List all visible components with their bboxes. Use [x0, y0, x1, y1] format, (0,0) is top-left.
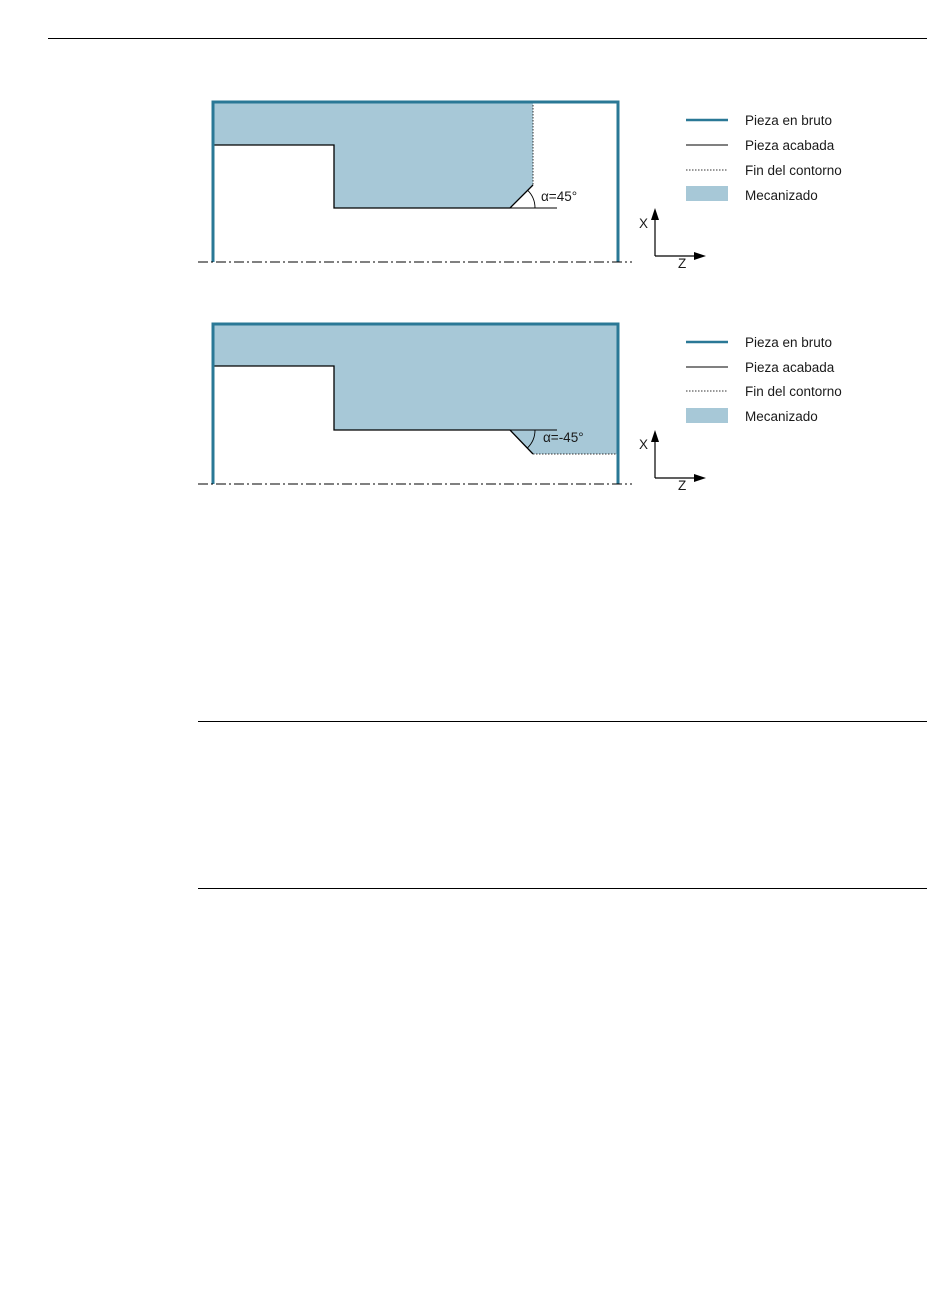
x-axis-label: X [639, 437, 649, 452]
legend-finished-label: Pieza acabada [745, 138, 835, 153]
axis-indicator [639, 208, 706, 271]
legend [686, 335, 842, 424]
legend-machined-swatch [686, 408, 728, 423]
angle-label: α=45° [541, 189, 578, 204]
legend-finished-label: Pieza acabada [745, 360, 835, 375]
diagram-alpha-minus-45-svg [0, 312, 950, 522]
axis-indicator [639, 430, 706, 493]
legend-contour-end-label: Fin del contorno [745, 384, 842, 399]
legend-machined-label: Mecanizado [745, 188, 818, 203]
machined-area [214, 102, 533, 208]
legend-blank-label: Pieza en bruto [745, 113, 833, 128]
legend-contour-end-label: Fin del contorno [745, 163, 842, 178]
diagram-alpha-45-svg [0, 90, 950, 300]
diagram-alpha-45 [0, 90, 950, 300]
diagram-alpha-minus-45 [0, 312, 950, 522]
z-axis-label: Z [678, 256, 687, 271]
section-rule-lower [198, 888, 927, 889]
legend [686, 113, 842, 203]
legend-blank-label: Pieza en bruto [745, 335, 833, 350]
angle-arc [528, 190, 535, 208]
z-axis-label: Z [678, 478, 687, 493]
legend-machined-swatch [686, 186, 728, 201]
z-arrow-head [694, 474, 706, 482]
angle-label: α=-45° [543, 430, 584, 445]
top-rule [48, 38, 927, 39]
legend-machined-label: Mecanizado [745, 409, 818, 424]
x-arrow-head [651, 430, 659, 442]
section-rule-upper [198, 721, 927, 722]
z-arrow-head [694, 252, 706, 260]
x-axis-label: X [639, 216, 649, 231]
x-arrow-head [651, 208, 659, 220]
